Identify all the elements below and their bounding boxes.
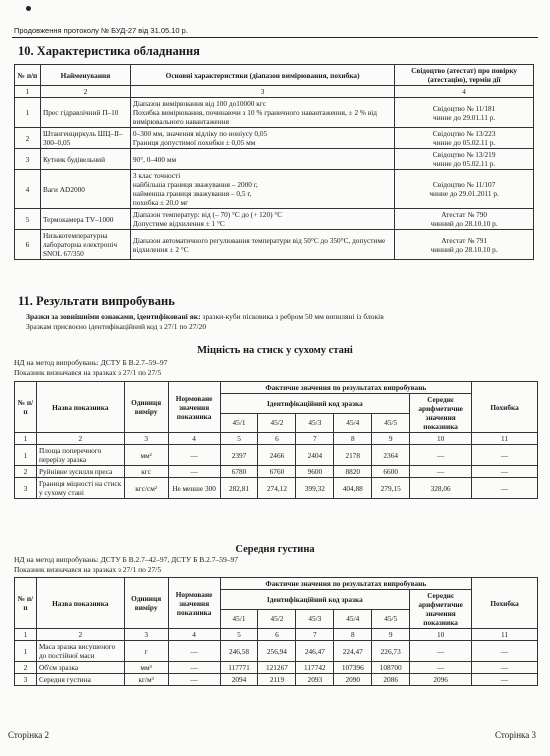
average-value: 2096 bbox=[410, 674, 472, 686]
col-index: 2 bbox=[36, 629, 124, 641]
col-index: 2 bbox=[40, 86, 130, 98]
sample-value: 108700 bbox=[372, 662, 410, 674]
row-number: 1 bbox=[15, 98, 41, 128]
sample-value: 404,88 bbox=[334, 478, 372, 499]
sample-value: 399,32 bbox=[296, 478, 334, 499]
sample-value: 274,12 bbox=[258, 478, 296, 499]
error-value: — bbox=[472, 466, 538, 478]
col-index: 11 bbox=[472, 433, 538, 445]
equipment-name: Кутник будівельний bbox=[40, 149, 130, 170]
row-number: 5 bbox=[15, 209, 41, 230]
norm-value: — bbox=[168, 445, 220, 466]
density-table bbox=[14, 577, 538, 686]
col-id-code: Ідентифікаційний код зразка bbox=[220, 394, 410, 414]
header-row bbox=[15, 433, 538, 445]
error-value: — bbox=[472, 478, 538, 499]
row-number: 3 bbox=[15, 149, 41, 170]
col-name: Назва показника bbox=[36, 578, 124, 629]
average-value: — bbox=[410, 662, 472, 674]
sample-code: 45/3 bbox=[296, 609, 334, 629]
page-number-left: Сторінка 2 bbox=[8, 730, 49, 740]
col-number: № п/п bbox=[15, 578, 37, 629]
table-row bbox=[15, 662, 538, 674]
indicator-name: Площа поперечного перерізу зразка bbox=[36, 445, 124, 466]
header-row bbox=[15, 629, 538, 641]
equipment-characteristics: Діапазон вимірювання від 100 до10000 кгс Похибка вимірювання, починаючи з 10 % граничного навантаження, ± 2 % від вимірювального навантаження bbox=[130, 98, 394, 128]
sample-value: 2090 bbox=[334, 674, 372, 686]
sample-value: 8820 bbox=[334, 466, 372, 478]
scan-mark bbox=[26, 6, 31, 11]
table-row bbox=[15, 466, 538, 478]
row-number: 1 bbox=[15, 641, 37, 662]
section-10-title: 10. Характеристика обладнання bbox=[18, 44, 200, 58]
col-index: 5 bbox=[220, 629, 258, 641]
col-certificate: Свідоцтво (атестат) про повірку (атестацію), термін дії bbox=[395, 65, 534, 86]
sample-code: 45/5 bbox=[372, 413, 410, 433]
col-name: Найменування bbox=[40, 65, 130, 86]
sample-value: 121267 bbox=[258, 662, 296, 674]
norm-value: — bbox=[168, 466, 220, 478]
row-number: 2 bbox=[15, 662, 37, 674]
col-index: 3 bbox=[124, 629, 168, 641]
table-row bbox=[15, 170, 534, 209]
density-title: Середня густина bbox=[235, 544, 315, 555]
indicator-name: Маса зразка висушеного до постійної маси bbox=[36, 641, 124, 662]
sample-code: 45/5 bbox=[372, 609, 410, 629]
col-index: 8 bbox=[334, 433, 372, 445]
header-row bbox=[15, 382, 538, 394]
sample-value: 256,94 bbox=[258, 641, 296, 662]
col-index: 3 bbox=[124, 433, 168, 445]
row-number: 1 bbox=[15, 445, 37, 466]
sample-value: 2404 bbox=[296, 445, 334, 466]
equipment-certificate: Свідоцтво № 13/219 чинне до 05.02.11 р. bbox=[395, 149, 534, 170]
unit: г bbox=[124, 641, 168, 662]
col-index: 1 bbox=[15, 86, 41, 98]
error-value: — bbox=[472, 445, 538, 466]
col-index: 1 bbox=[15, 629, 37, 641]
unit: кгс/см² bbox=[124, 478, 168, 499]
equipment-characteristics: 0–300 мм, значення відліку по ноніусу 0,05 Границя допустимої похибки ± 0,05 мм bbox=[130, 128, 394, 149]
protocol-header: Продовження протоколу № БУД-27 від 31.05.10 р. bbox=[14, 26, 188, 35]
sample-value: 117742 bbox=[296, 662, 334, 674]
sample-value: 2119 bbox=[258, 674, 296, 686]
average-value: 328,06 bbox=[410, 478, 472, 499]
sample-value: 2093 bbox=[296, 674, 334, 686]
col-actual: Фактичне значення по результатах випробувань bbox=[220, 578, 472, 590]
col-index: 10 bbox=[410, 433, 472, 445]
error-value: — bbox=[472, 662, 538, 674]
table-row bbox=[15, 478, 538, 499]
average-value: — bbox=[410, 641, 472, 662]
samples-code: Зразкам присвоєно ідентифікаційний код з 27/1 по 27/20 bbox=[26, 322, 207, 331]
equipment-certificate: Свідоцтво № 13/223 чинне до 05.02.11 р. bbox=[395, 128, 534, 149]
col-index: 7 bbox=[296, 629, 334, 641]
col-actual: Фактичне значення по результатах випробувань bbox=[220, 382, 472, 394]
sample-value: 117771 bbox=[220, 662, 258, 674]
table-row bbox=[15, 674, 538, 686]
density-method: НД на метод випробувань: ДСТУ Б В.2.7–42–97, ДСТУ Б В.2.7–59–97 bbox=[14, 555, 239, 564]
error-value: — bbox=[472, 641, 538, 662]
col-index: 1 bbox=[15, 433, 37, 445]
sample-value: 2086 bbox=[372, 674, 410, 686]
equipment-characteristics: 90°, 0–400 мм bbox=[130, 149, 394, 170]
section-11-title: 11. Результати випробувань bbox=[18, 294, 175, 308]
unit: кгс bbox=[124, 466, 168, 478]
samples-label: Зразки за зовнішніми ознаками, ідентифіковані як: bbox=[26, 312, 201, 321]
sample-value: 2466 bbox=[258, 445, 296, 466]
equipment-certificate: Свідоцтво № 11/107 чинне до 29.01.2011 р. bbox=[395, 170, 534, 209]
indicator-name: Об'єм зразка bbox=[36, 662, 124, 674]
col-index: 2 bbox=[36, 433, 124, 445]
unit: кг/м³ bbox=[124, 674, 168, 686]
col-unit: Одиниця виміру bbox=[124, 382, 168, 433]
col-index: 6 bbox=[258, 433, 296, 445]
equipment-name: Низькотемпературна лабораторна електропіч SNOL 67/350 bbox=[40, 230, 130, 260]
col-norm: Нормоване значення показника bbox=[168, 382, 220, 433]
col-norm: Нормоване значення показника bbox=[168, 578, 220, 629]
sample-value: 2178 bbox=[334, 445, 372, 466]
equipment-table bbox=[14, 64, 534, 260]
table-row bbox=[15, 98, 534, 128]
header-row bbox=[15, 578, 538, 590]
sample-value: 6780 bbox=[220, 466, 258, 478]
sample-value: 224,47 bbox=[334, 641, 372, 662]
col-index: 9 bbox=[372, 629, 410, 641]
row-number: 3 bbox=[15, 478, 37, 499]
strength-indicator: Показник визначався на зразках з 27/1 по 27/5 bbox=[14, 368, 162, 377]
norm-value: Не менше 300 bbox=[168, 478, 220, 499]
col-average: Середнє арифметичне значення показника bbox=[410, 394, 472, 433]
table-row bbox=[15, 128, 534, 149]
sample-value: 6600 bbox=[372, 466, 410, 478]
col-error: Похибка bbox=[472, 382, 538, 433]
strength-method: НД на метод випробувань: ДСТУ Б В.2.7–59–97 bbox=[14, 358, 168, 367]
col-characteristics: Основні характеристики (діапазон вимірювання, похибка) bbox=[130, 65, 394, 86]
row-number: 2 bbox=[15, 128, 41, 149]
col-index: 4 bbox=[168, 433, 220, 445]
unit: мм² bbox=[124, 445, 168, 466]
indicator-name: Середня густина bbox=[36, 674, 124, 686]
col-index: 11 bbox=[472, 629, 538, 641]
average-value: — bbox=[410, 445, 472, 466]
sample-value: 246,47 bbox=[296, 641, 334, 662]
sample-code: 45/4 bbox=[334, 609, 372, 629]
sample-code: 45/4 bbox=[334, 413, 372, 433]
header-divider bbox=[12, 37, 538, 38]
equipment-certificate: Атестат № 790 чинний до 28.10.10 р. bbox=[395, 209, 534, 230]
col-name: Назва показника bbox=[36, 382, 124, 433]
equipment-name: Штангенциркуль ШЦ–II–300–0,05 bbox=[40, 128, 130, 149]
sample-value: 279,15 bbox=[372, 478, 410, 499]
sample-value: 2397 bbox=[220, 445, 258, 466]
equipment-name: Ваги AD2000 bbox=[40, 170, 130, 209]
equipment-name: Термокамера TV–1000 bbox=[40, 209, 130, 230]
col-index: 3 bbox=[130, 86, 394, 98]
norm-value: — bbox=[168, 674, 220, 686]
col-index: 4 bbox=[168, 629, 220, 641]
table-row bbox=[15, 209, 534, 230]
norm-value: — bbox=[168, 662, 220, 674]
col-error: Похибка bbox=[472, 578, 538, 629]
equipment-certificate: Атестат № 791 чинний до 28.10.10 р. bbox=[395, 230, 534, 260]
col-average: Середнє арифметичне значення показника bbox=[410, 590, 472, 629]
unit: мм³ bbox=[124, 662, 168, 674]
col-index: 4 bbox=[395, 86, 534, 98]
sample-value: 2364 bbox=[372, 445, 410, 466]
equipment-characteristics: Діапазон температур: від (– 70) °С до (+ 120) °С Допустиме відхилення ± 1 °С bbox=[130, 209, 394, 230]
col-unit: Одиниця виміру bbox=[124, 578, 168, 629]
sample-code: 45/1 bbox=[220, 413, 258, 433]
page-number-right: Сторінка 3 bbox=[495, 730, 536, 740]
sample-value: 2094 bbox=[220, 674, 258, 686]
row-number: 4 bbox=[15, 170, 41, 209]
table-row bbox=[15, 641, 538, 662]
sample-value: 282,81 bbox=[220, 478, 258, 499]
error-value: — bbox=[472, 674, 538, 686]
norm-value: — bbox=[168, 641, 220, 662]
equipment-certificate: Свідоцтво № 11/181 чинне до 29.01.11 р. bbox=[395, 98, 534, 128]
row-number: 3 bbox=[15, 674, 37, 686]
row-number: 2 bbox=[15, 466, 37, 478]
sample-code: 45/2 bbox=[258, 413, 296, 433]
sample-value: 107396 bbox=[334, 662, 372, 674]
col-index: 10 bbox=[410, 629, 472, 641]
col-id-code: Ідентифікаційний код зразка bbox=[220, 590, 410, 610]
sample-value: 6760 bbox=[258, 466, 296, 478]
average-value: — bbox=[410, 466, 472, 478]
indicator-name: Границя міцності на стиск у сухому стані bbox=[36, 478, 124, 499]
col-number: № п/п bbox=[15, 382, 37, 433]
col-index: 7 bbox=[296, 433, 334, 445]
samples-text: зразки-куби пісковика з ребром 50 мм випиляні із блоків bbox=[202, 312, 384, 321]
sample-value: 246,58 bbox=[220, 641, 258, 662]
equipment-characteristics: 3 клас точності найбільша границя зважування – 2000 г, найменша границя зважування – 0,5 г, похибка ± 20,0 мг bbox=[130, 170, 394, 209]
col-index: 9 bbox=[372, 433, 410, 445]
sample-code: 45/1 bbox=[220, 609, 258, 629]
indicator-name: Руйнівне зусилля преса bbox=[36, 466, 124, 478]
sample-code: 45/2 bbox=[258, 609, 296, 629]
sample-code: 45/3 bbox=[296, 413, 334, 433]
equipment-name: Прес гідравлічний П–10 bbox=[40, 98, 130, 128]
col-index: 5 bbox=[220, 433, 258, 445]
strength-table bbox=[14, 381, 538, 499]
col-index: 6 bbox=[258, 629, 296, 641]
sample-value: 9600 bbox=[296, 466, 334, 478]
table-row bbox=[15, 149, 534, 170]
row-number: 6 bbox=[15, 230, 41, 260]
equipment-characteristics: Діапазон автоматичного регулювання температури від 50°С до 350°С, допустиме відхилення ± 2 °С bbox=[130, 230, 394, 260]
sample-value: 226,73 bbox=[372, 641, 410, 662]
density-indicator: Показник визначався на зразках з 27/1 по 27/5 bbox=[14, 565, 162, 574]
table-row bbox=[15, 230, 534, 260]
table-row bbox=[15, 445, 538, 466]
col-number: № п/п bbox=[15, 65, 41, 86]
col-index: 8 bbox=[334, 629, 372, 641]
samples-line bbox=[26, 312, 384, 322]
strength-title: Міцність на стиск у сухому стані bbox=[197, 345, 353, 356]
